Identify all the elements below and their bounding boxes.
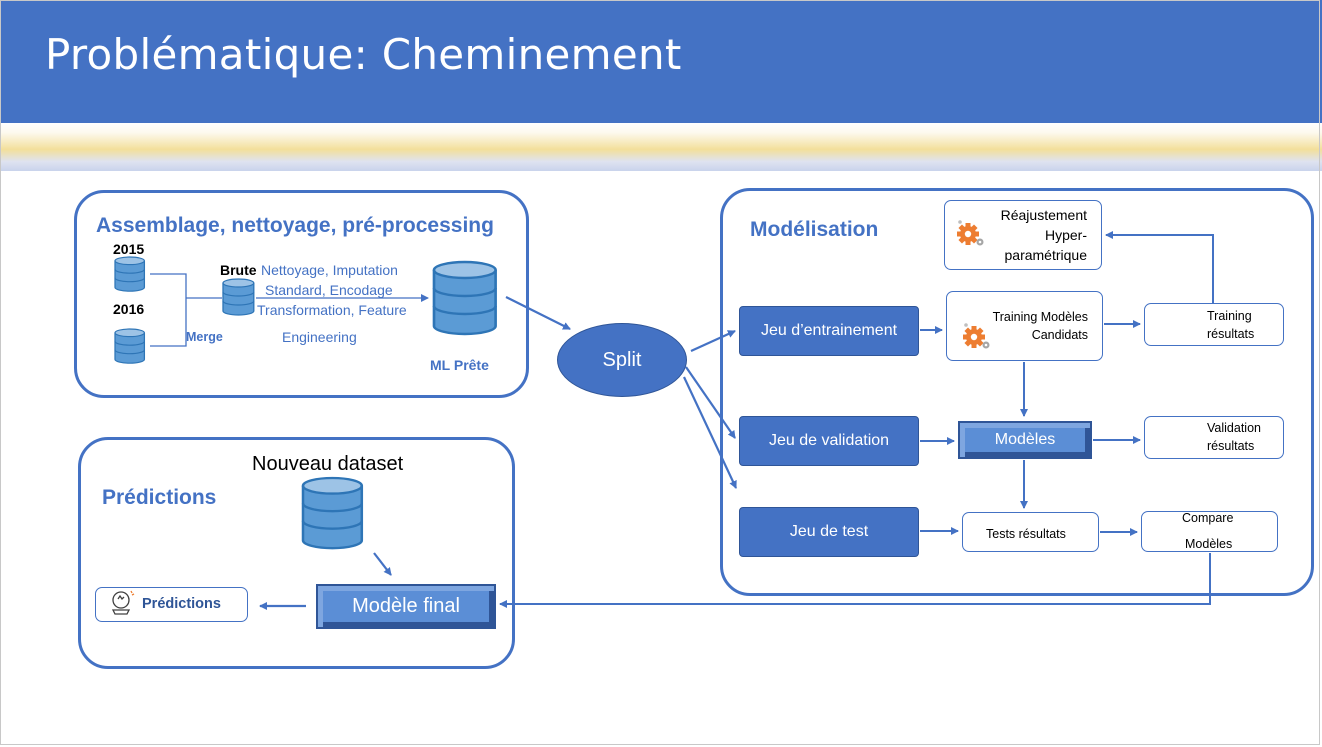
process-line-1: Nettoyage, Imputation — [261, 262, 398, 278]
models-label: Modèles — [994, 431, 1056, 448]
brute-label: Brute — [220, 262, 257, 278]
process-line-3: Transformation, Feature — [257, 302, 407, 318]
process-line-4: Engineering — [282, 329, 357, 345]
reajust-line-2: Hyper- — [1044, 227, 1087, 243]
process-line-2: Standard, Encodage — [265, 282, 393, 298]
train-set-box: Jeu d’entrainement — [739, 306, 919, 356]
validation-set-box: Jeu de validation — [739, 416, 919, 466]
modelisation-title: Modélisation — [750, 218, 879, 241]
compare-line-2: Modèles — [1185, 537, 1233, 551]
db-new-dataset-icon — [303, 478, 362, 548]
compare-line-1: Compare — [1182, 511, 1234, 525]
db-ml-ready-icon — [434, 262, 496, 334]
tests-res-label: Tests résultats — [986, 527, 1066, 541]
train-res-line-2: résultats — [1207, 327, 1255, 341]
gear-icon-training — [963, 323, 990, 348]
reajust-line-1: Réajustement — [1000, 207, 1087, 223]
new-dataset-label: Nouveau dataset — [252, 453, 404, 475]
predictions-output-label: Prédictions — [142, 596, 221, 612]
final-model-label: Modèle final — [352, 595, 460, 617]
slide-title: Problématique: Cheminement — [45, 30, 682, 79]
db-2016-icon — [115, 329, 144, 363]
split-node: Split — [557, 323, 687, 397]
year-2015-label: 2015 — [113, 241, 145, 257]
ml-ready-label: ML Prête — [430, 357, 489, 373]
valid-res-line-1: Validation — [1207, 421, 1261, 435]
year-2016-label: 2016 — [113, 301, 145, 317]
training-line-1: Training Modèles — [992, 310, 1088, 324]
valid-res-line-2: résultats — [1207, 439, 1255, 453]
reajust-line-3: paramétrique — [1004, 247, 1087, 263]
assemblage-title: Assemblage, nettoyage, pré-processing — [96, 214, 494, 237]
test-set-box: Jeu de test — [739, 507, 919, 557]
merge-label: Merge — [186, 330, 223, 344]
db-brute-icon — [223, 279, 254, 315]
train-res-line-1: Training — [1207, 309, 1252, 323]
training-line-2: Candidats — [1031, 328, 1088, 342]
predictions-title: Prédictions — [102, 486, 217, 509]
crystal-ball-icon — [113, 591, 134, 614]
db-2015-icon — [115, 257, 144, 291]
gear-icon-reajust — [957, 220, 984, 245]
